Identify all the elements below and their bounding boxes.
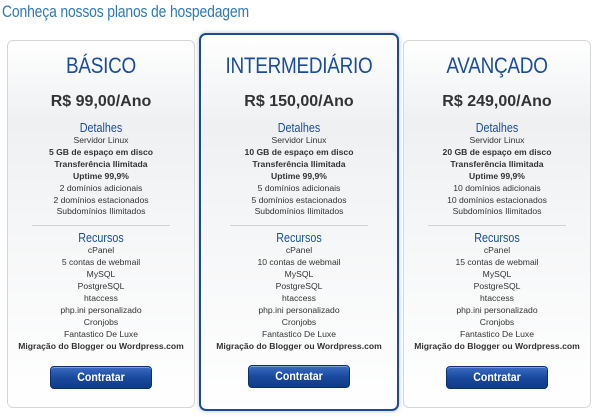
resources-title: Recursos [474,231,520,246]
details-list [201,135,397,218]
list-item: 5 domínios estacionados [251,194,347,205]
plan-price: R$ 150,00/Ano [244,93,354,110]
list-item: 10 GB de espaço em disco [244,146,354,157]
list-item: 2 domínios estacionados [53,194,149,205]
plan-name: INTERMEDIÁRIO [225,53,373,78]
button-label: Contratar [473,370,521,384]
list-item: Cronjobs [479,316,515,327]
list-item: Servidor Linux [271,135,327,145]
contratar-button[interactable] [446,366,548,389]
plan-card-intermediario [199,33,399,411]
plan-price: R$ 99,00/Ano [50,93,152,110]
list-item: 20 GB de espaço em disco [442,146,552,157]
list-item: 5 contas de webmail [61,257,141,268]
resources-title: Recursos [78,231,124,246]
list-item: htaccess [282,292,316,303]
list-item: php.ini personalizado [60,304,142,315]
plan-card-basico [7,40,195,408]
plan-card-avancado [403,40,591,408]
list-item: cPanel [285,245,313,256]
list-item: Transferência Ilimitada [450,158,544,169]
details-list [8,135,194,218]
section-divider [32,225,170,226]
list-item: Fantastico De Luxe [261,328,337,339]
details-title: Detalhes [475,121,519,135]
contratar-button[interactable] [248,365,350,388]
section-divider [428,225,566,226]
list-item: MySQL [284,269,314,280]
list-item: php.ini personalizado [258,304,340,315]
plan-price: R$ 249,00/Ano [442,93,552,110]
resources-list [404,245,590,352]
list-item: Uptime 99,9% [469,170,525,181]
list-item: PostgreSQL [473,281,521,292]
list-item: 2 domínios adicionais [59,182,143,193]
list-item: htaccess [480,292,514,303]
list-item: MySQL [482,269,512,280]
list-item: Uptime 99,9% [271,170,327,181]
list-item: MySQL [86,269,116,280]
list-item: Cronjobs [83,316,119,327]
list-item: Servidor Linux [73,135,129,145]
list-item: cPanel [87,245,115,256]
details-title: Detalhes [79,121,123,135]
list-item: Subdomínios Ilimitados [254,206,344,217]
button-label: Contratar [275,369,323,383]
list-item: Cronjobs [281,316,317,327]
list-item: Uptime 99,9% [73,170,129,181]
list-item: 5 GB de espaço em disco [48,146,154,157]
list-item: Fantastico De Luxe [63,328,139,339]
list-item: 10 domínios estacionados [447,194,547,205]
resources-list [201,245,397,352]
resources-title: Recursos [276,231,322,246]
list-item: 5 domínios adicionais [257,182,341,193]
contratar-button[interactable] [50,366,152,389]
list-item: php.ini personalizado [456,304,538,315]
plan-name: AVANÇADO [446,53,548,78]
list-item: Transferência Ilimitada [252,158,346,169]
list-item: Subdomínios Ilimitados [452,206,542,217]
details-title: Detalhes [277,121,321,135]
list-item: Transferência Ilimitada [54,158,148,169]
list-item: 15 contas de webmail [455,257,539,268]
list-item: 10 contas de webmail [257,257,341,268]
list-item: 10 domínios adicionais [453,182,541,193]
button-label: Contratar [77,370,125,384]
list-item: cPanel [483,245,511,256]
section-divider [230,225,368,226]
resources-list [8,245,194,352]
list-item: Servidor Linux [469,135,525,145]
plan-name: BÁSICO [66,53,136,78]
list-item: Migração do Blogger ou Wordpress.com [414,340,580,351]
page-heading: Conheça nossos planos de hospedagem [2,2,249,21]
list-item: htaccess [84,292,118,303]
list-item: PostgreSQL [275,281,323,292]
list-item: PostgreSQL [77,281,125,292]
list-item: Subdomínios Ilimitados [56,206,146,217]
list-item: Migração do Blogger ou Wordpress.com [18,340,184,351]
list-item: Migração do Blogger ou Wordpress.com [216,340,382,351]
details-list [404,135,590,218]
list-item: Fantastico De Luxe [459,328,535,339]
